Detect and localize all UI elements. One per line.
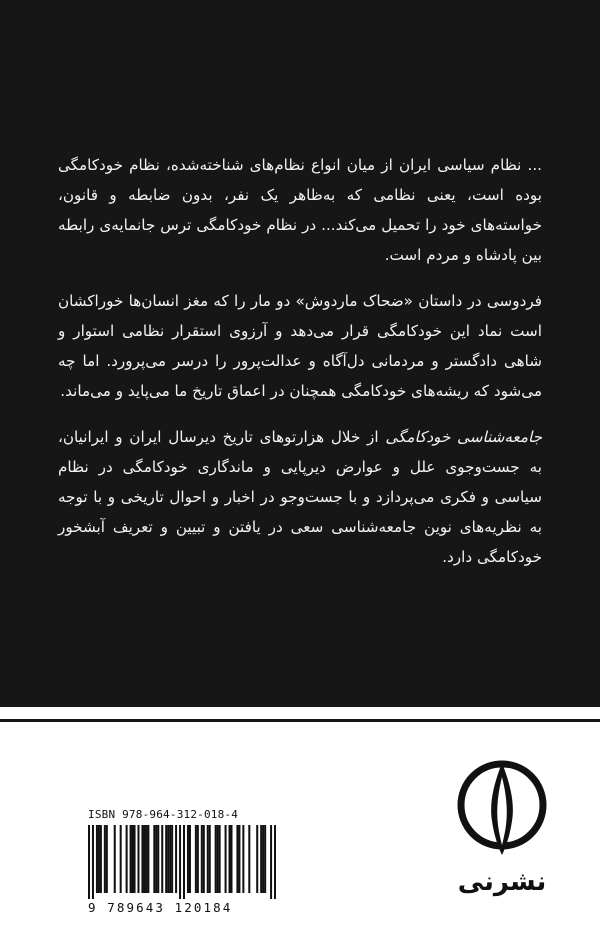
barcode-bar: [207, 825, 209, 893]
barcode-bar: [236, 825, 238, 893]
back-cover-blurb: [58, 150, 542, 572]
barcode-bar: [248, 825, 250, 893]
barcode-bar: [238, 825, 240, 893]
barcode-bar: [130, 825, 132, 893]
barcode-bars: [88, 825, 276, 899]
barcode-bar: [270, 825, 272, 899]
barcode-bar: [229, 825, 231, 893]
nashr-ney-logo-icon: [456, 753, 548, 857]
barcode-bar: [197, 825, 199, 893]
barcode-bar: [134, 825, 136, 893]
isbn-label: ISBN 978-964-312-018-4: [88, 808, 239, 821]
barcode-bar: [256, 825, 258, 893]
barcode-bar: [217, 825, 219, 893]
barcode-bar: [183, 825, 185, 899]
barcode-bar: [145, 825, 147, 893]
publisher-name: نشرنی: [457, 867, 547, 897]
blurb-paragraph-2: فردوسی در داستان «ضحاک ماردوش» دو مار را که مغز انسان‌ها خوراکشان است نماد این خودکامگی قرار می‌دهد و آرزوی استقرار نظامی استوار و شاهی دادگستر و مردمانی دل‌آگاه و عدالت‌پرور را درسر می‌پرورد. اما چه می‌شود که ریشه‌های خودکامگی همچنان در اعماق تاریخ ما می‌پاید و می‌ماند.: [58, 292, 542, 400]
book-title-inline: جامعه‌شناسی خودکامگی: [385, 428, 542, 446]
barcode-bar: [126, 825, 128, 893]
barcode-bar: [195, 825, 197, 893]
barcode-bar: [161, 825, 163, 893]
barcode-bar: [203, 825, 205, 893]
publisher-logo: [452, 753, 552, 913]
barcode-bar: [230, 825, 232, 893]
barcode-bar: [201, 825, 203, 893]
barcode-bar: [120, 825, 122, 893]
barcode-bar: [179, 825, 181, 899]
barcode-bar: [100, 825, 102, 893]
ean-digits: 9 789643 120184: [88, 900, 233, 915]
barcode-bar: [219, 825, 221, 893]
barcode-bar: [262, 825, 264, 893]
isbn-barcode: [88, 807, 276, 919]
barcode-bar: [225, 825, 227, 893]
barcode-bar: [132, 825, 134, 893]
barcode-bar: [175, 825, 177, 893]
barcode-bar: [264, 825, 266, 893]
barcode-bar: [153, 825, 155, 893]
barcode-bar: [260, 825, 262, 893]
barcode-bar: [167, 825, 169, 893]
barcode-bar: [143, 825, 145, 893]
barcode-bar: [171, 825, 173, 893]
blurb-paragraph-3-text: از خلال هزارتوهای تاریخ دیرسال ایران و ایرانیان، به جست‌وجوی علل و عوارض دیرپایی و ماندگاری خودکامگی در نظام سیاسی و فکری می‌پردازد و با جست‌وجو در اخبار و احوال تاریخی و با توجه به نظریه‌های نوین جامعه‌شناسی سعی در یافتن و تبیین و تعریف آبشخور خودکامگی دارد.: [58, 428, 542, 566]
cover-divider: [0, 707, 600, 722]
barcode-bar: [209, 825, 211, 893]
barcode-bar: [147, 825, 149, 893]
barcode-bar: [98, 825, 100, 893]
blurb-paragraph-1: ... نظام سیاسی ایران از میان انواع نظام‌های شناخته‌شده، نظام خودکامگی بوده است، یعنی نظامی که به‌ظاهر یک نفر، بدون ضابطه و قانون، خواسته‌های خود را تحمیل می‌کند... در نظام خودکامگی ترس جانمایه‌ی رابطه بین پادشاه و مردم است.: [58, 156, 542, 264]
barcode-bar: [137, 825, 139, 893]
barcode-bar: [88, 825, 90, 899]
barcode-bar: [106, 825, 108, 893]
barcode-bar: [104, 825, 106, 893]
barcode-bar: [187, 825, 189, 893]
barcode-bar: [242, 825, 244, 893]
barcode-bar: [215, 825, 217, 893]
barcode-bar: [274, 825, 276, 899]
barcode-bar: [114, 825, 116, 893]
blurb-paragraph-3: [58, 422, 542, 572]
barcode-bar: [92, 825, 94, 899]
barcode-bar: [157, 825, 159, 893]
barcode-bar: [96, 825, 98, 893]
barcode-bar: [165, 825, 167, 893]
barcode-bar: [189, 825, 191, 893]
barcode-bar: [155, 825, 157, 893]
barcode-bar: [169, 825, 171, 893]
barcode-bar: [141, 825, 143, 893]
